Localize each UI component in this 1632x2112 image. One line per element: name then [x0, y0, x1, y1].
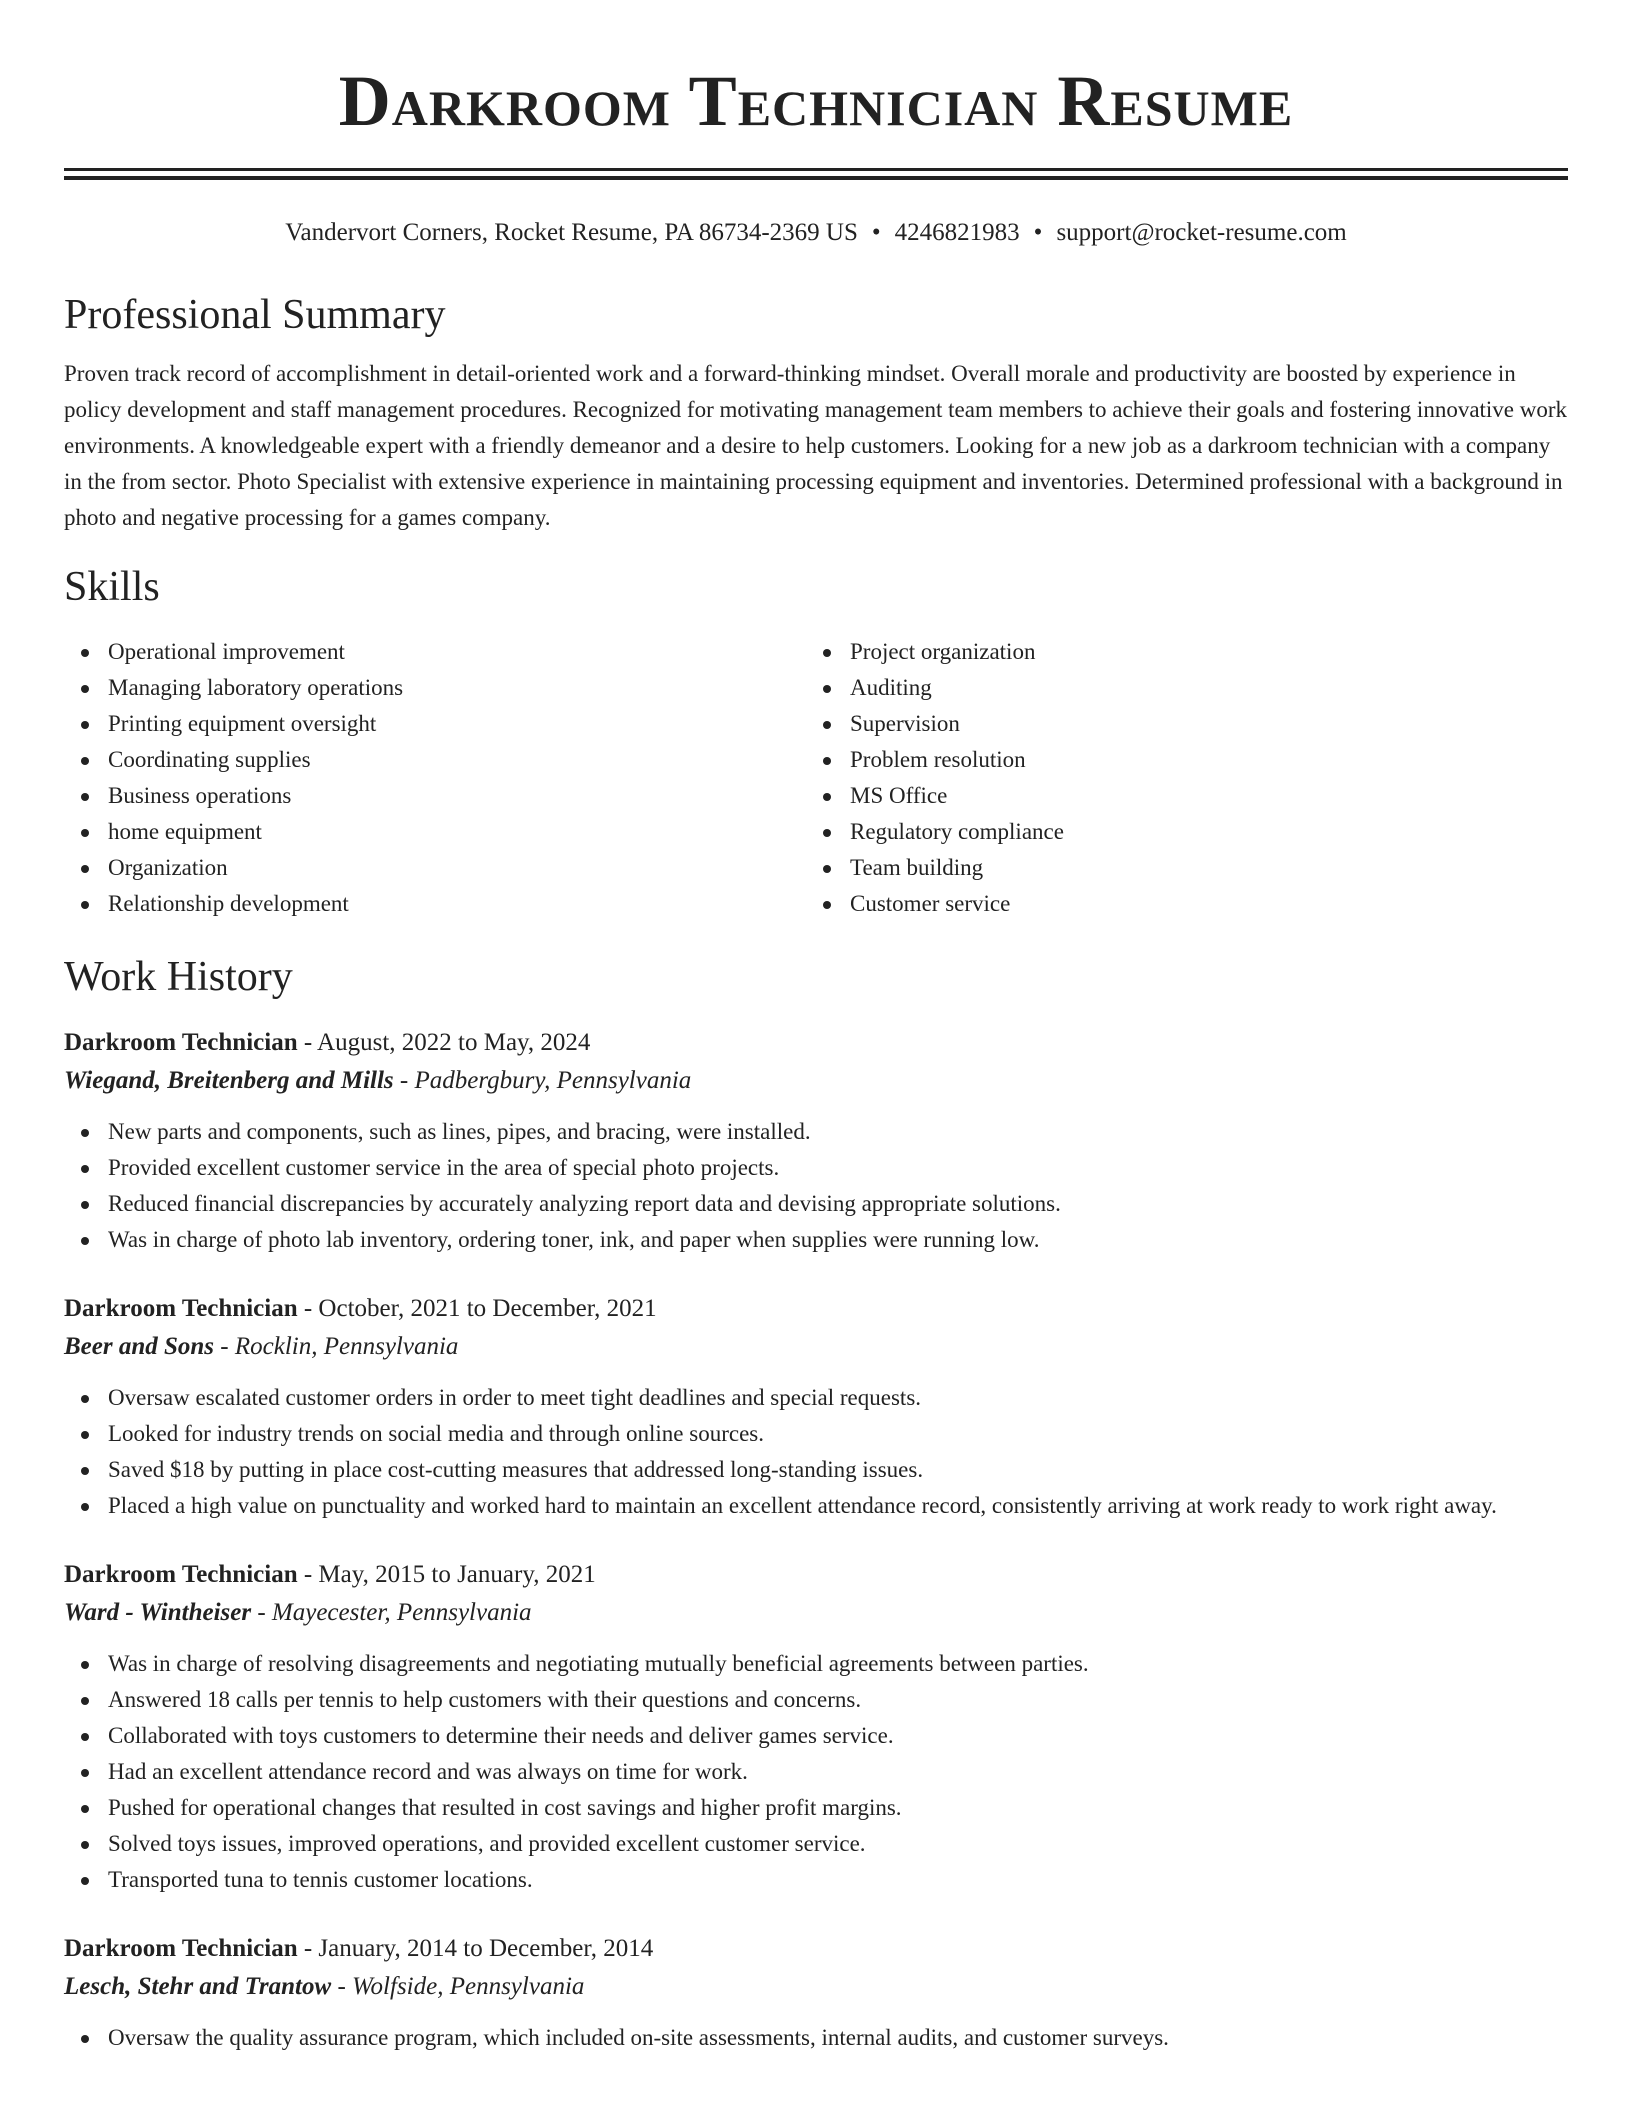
skill-item: home equipment — [64, 814, 806, 850]
job-bullet: Reduced financial discrepancies by accurately analyzing report data and devising appropriate solutions. — [64, 1186, 1568, 1222]
job-entry — [64, 1024, 1568, 1258]
job-dates: January, 2014 to December, 2014 — [318, 1935, 654, 1962]
skill-item: Customer service — [806, 886, 1548, 922]
job-entry — [64, 1930, 1568, 2056]
job-title-line: Darkroom Technician - January, 2014 to December, 2014 — [64, 1935, 654, 1962]
skills-heading: Skills — [64, 564, 160, 610]
job-title-line: Darkroom Technician - October, 2021 to December, 2021 — [64, 1295, 657, 1322]
job-company-line: Ward - Wintheiser - Mayecester, Pennsylvania — [64, 1599, 532, 1626]
resume-title: Darkroom Technician Resume — [338, 61, 1294, 141]
job-bullet: Collaborated with toys customers to determine their needs and deliver games service. — [64, 1718, 1568, 1754]
skill-item: Operational improvement — [64, 634, 806, 670]
summary-heading: Professional Summary — [64, 292, 446, 338]
title-divider — [64, 168, 1568, 180]
job-bullet: Solved toys issues, improved operations, and provided excellent customer service. — [64, 1826, 1568, 1862]
skill-item: Organization — [64, 850, 806, 886]
job-entry — [64, 1556, 1568, 1898]
job-dates: August, 2022 to May, 2024 — [317, 1029, 591, 1056]
job-bullet: Answered 18 calls per tennis to help customers with their questions and concerns. — [64, 1682, 1568, 1718]
job-dates: October, 2021 to December, 2021 — [318, 1295, 657, 1322]
skill-item: Supervision — [806, 706, 1548, 742]
job-company-line: Wiegand, Breitenberg and Mills - Padbergbury, Pennsylvania — [64, 1067, 692, 1094]
job-company: Ward - Wintheiser — [64, 1599, 252, 1626]
contact-line — [64, 216, 1568, 250]
work-history-heading: Work History — [64, 954, 293, 1000]
skill-item: Regulatory compliance — [806, 814, 1548, 850]
job-company-line: Lesch, Stehr and Trantow - Wolfside, Pennsylvania — [64, 1973, 585, 2000]
job-location: Rocklin, Pennsylvania — [234, 1333, 459, 1360]
job-location: Wolfside, Pennsylvania — [352, 1973, 585, 2000]
skill-item: MS Office — [806, 778, 1548, 814]
job-title-line: Darkroom Technician - August, 2022 to May, 2024 — [64, 1029, 591, 1056]
job-title: Darkroom Technician — [64, 1295, 298, 1322]
skills-right-column — [806, 634, 1548, 922]
skill-item: Project organization — [806, 634, 1548, 670]
skills-columns — [64, 634, 1568, 922]
contact-phone: 4246821983 — [894, 219, 1020, 246]
job-bullets — [64, 1646, 1568, 1898]
job-bullet: Saved $18 by putting in place cost-cutting measures that addressed long-standing issues. — [64, 1452, 1568, 1488]
job-bullet: Was in charge of photo lab inventory, ordering toner, ink, and paper when supplies were running low. — [64, 1222, 1568, 1258]
job-title: Darkroom Technician — [64, 1561, 298, 1588]
job-company-line: Beer and Sons - Rocklin, Pennsylvania — [64, 1333, 459, 1360]
job-dates: May, 2015 to January, 2021 — [318, 1561, 596, 1588]
job-location: Padbergbury, Pennsylvania — [414, 1067, 692, 1094]
job-bullets — [64, 1380, 1568, 1524]
job-bullet: Transported tuna to tennis customer locations. — [64, 1862, 1568, 1898]
skill-item: Relationship development — [64, 886, 806, 922]
job-bullet: Oversaw the quality assurance program, which included on-site assessments, internal audits, and customer surveys. — [64, 2020, 1568, 2056]
summary-text: Proven track record of accomplishment in detail-oriented work and a forward-thinking mindset. Overall morale and productivity are boosted by experience in policy development and staff management procedures. Recognized for motivating management team members to achieve their goals and fostering innovative work environments. A knowledgeable expert with a friendly demeanor and a desire to help customers. Looking for a new job as a darkroom technician with a company in the from sector. Photo Specialist with extensive experience in maintaining processing equipment and inventories. Determined professional with a background in photo and negative processing for a games company. — [64, 361, 1568, 530]
skill-item: Printing equipment oversight — [64, 706, 806, 742]
job-bullets — [64, 1114, 1568, 1258]
job-company: Lesch, Stehr and Trantow — [64, 1973, 332, 2000]
skill-item: Coordinating supplies — [64, 742, 806, 778]
contact-separator: • — [1033, 219, 1043, 246]
skills-left-column — [64, 634, 806, 922]
job-bullet: Oversaw escalated customer orders in order to meet tight deadlines and special requests. — [64, 1380, 1568, 1416]
job-bullet: Had an excellent attendance record and was always on time for work. — [64, 1754, 1568, 1790]
job-bullet: Placed a high value on punctuality and worked hard to maintain an excellent attendance record, consistently arriving at work ready to work right away. — [64, 1488, 1568, 1524]
skill-item: Problem resolution — [806, 742, 1548, 778]
job-title-line: Darkroom Technician - May, 2015 to January, 2021 — [64, 1561, 596, 1588]
job-company: Beer and Sons — [64, 1333, 215, 1360]
contact-separator: • — [871, 219, 881, 246]
skill-item: Business operations — [64, 778, 806, 814]
skill-item: Team building — [806, 850, 1548, 886]
contact-email: support@rocket-resume.com — [1056, 219, 1347, 246]
job-company: Wiegand, Breitenberg and Mills — [64, 1067, 394, 1094]
job-title: Darkroom Technician — [64, 1935, 298, 1962]
job-bullet: New parts and components, such as lines, pipes, and bracing, were installed. — [64, 1114, 1568, 1150]
job-bullet: Was in charge of resolving disagreements and negotiating mutually beneficial agreements between parties. — [64, 1646, 1568, 1682]
job-title: Darkroom Technician — [64, 1029, 298, 1056]
contact-address: Vandervort Corners, Rocket Resume, PA 86734-2369 US — [285, 219, 858, 246]
skill-item: Managing laboratory operations — [64, 670, 806, 706]
job-bullet: Provided excellent customer service in the area of special photo projects. — [64, 1150, 1568, 1186]
job-bullet: Looked for industry trends on social media and through online sources. — [64, 1416, 1568, 1452]
skill-item: Auditing — [806, 670, 1548, 706]
resume-page — [64, 0, 1568, 2056]
job-location: Mayecester, Pennsylvania — [271, 1599, 532, 1626]
job-bullets — [64, 2020, 1568, 2056]
job-bullet: Pushed for operational changes that resulted in cost savings and higher profit margins. — [64, 1790, 1568, 1826]
job-entry — [64, 1290, 1568, 1524]
